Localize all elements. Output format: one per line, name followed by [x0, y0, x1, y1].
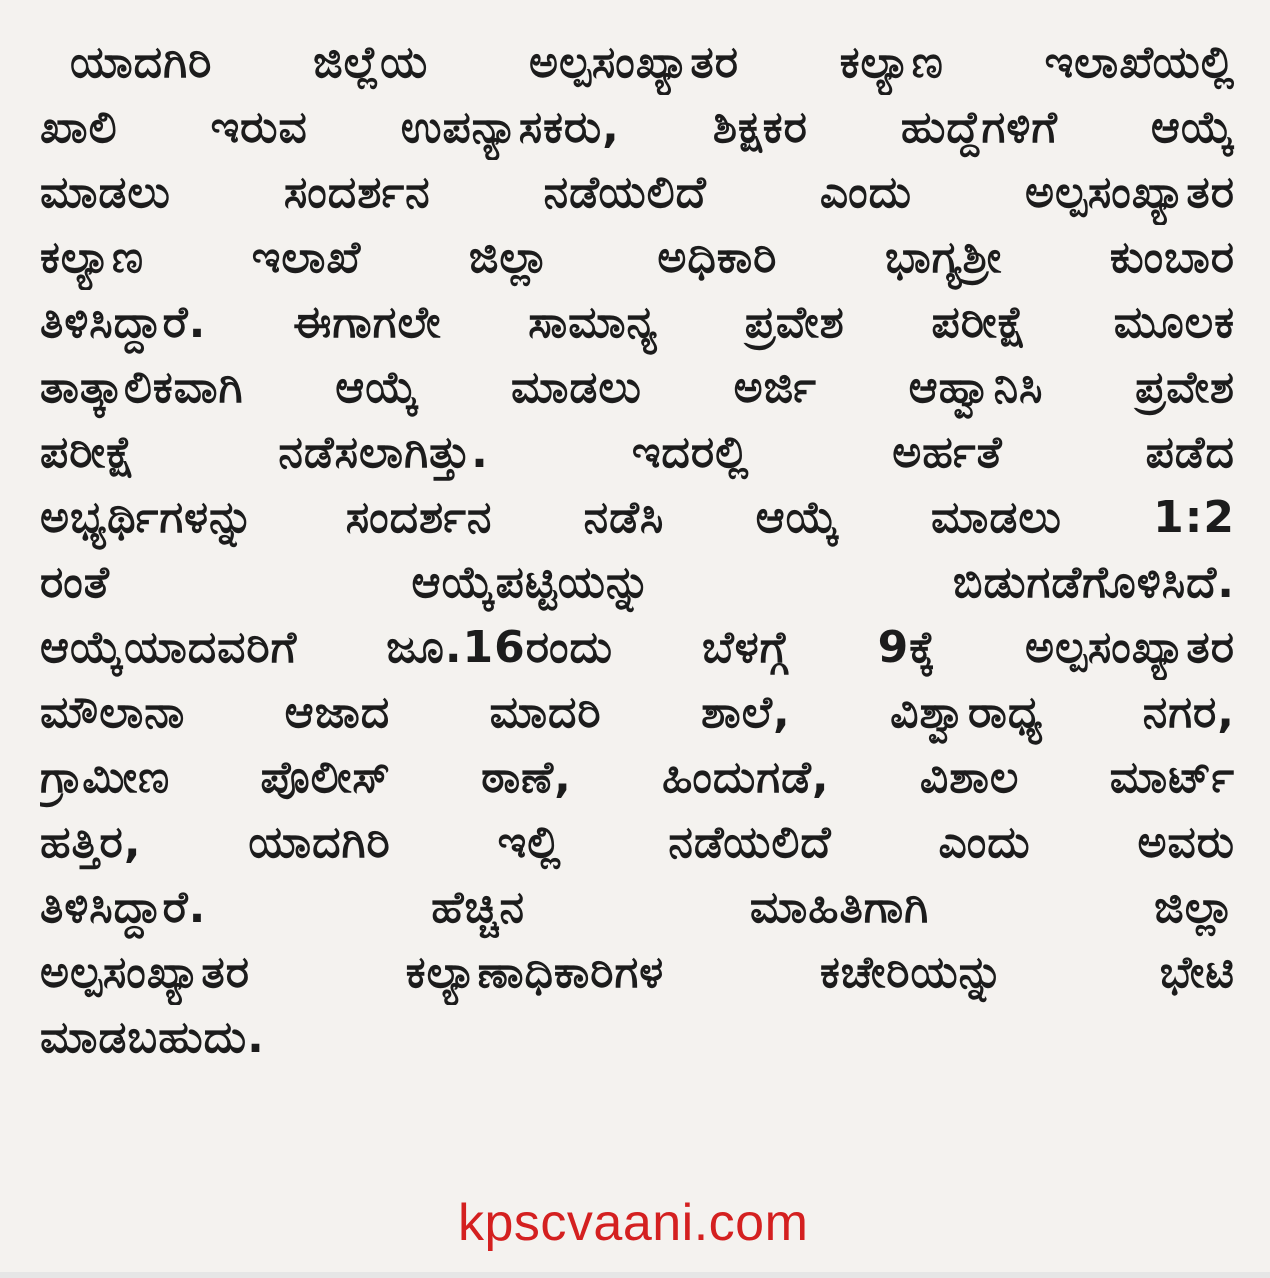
- article-line: ಅಭ್ಯರ್ಥಿಗಳನ್ನು ಸಂದರ್ಶನ ನಡೆಸಿ ಆಯ್ಕೆ ಮಾಡಲು 1:2: [40, 492, 1235, 543]
- article-line: ರಂತೆ ಆಯ್ಕೆಪಟ್ಟಿಯನ್ನು ಬಿಡುಗಡೆಗೊಳಿಸಿದೆ.: [40, 557, 1235, 608]
- article-line: ತಿಳಿಸಿದ್ದಾರೆ. ಈಗಾಗಲೇ ಸಾಮಾನ್ಯ ಪ್ರವೇಶ ಪರೀಕ್ಷೆ ಮೂಲಕ: [40, 297, 1235, 348]
- article-line: ಆಯ್ಕೆಯಾದವರಿಗೆ ಜೂ.16ರಂದು ಬೆಳಗ್ಗೆ 9ಕ್ಕೆ ಅಲ್ಪಸಂಖ್ಯಾತರ: [40, 622, 1235, 673]
- article-line: ಕಲ್ಯಾಣ ಇಲಾಖೆ ಜಿಲ್ಲಾ ಅಧಿಕಾರಿ ಭಾಗ್ಯಶ್ರೀ ಕುಂಬಾರ: [40, 232, 1235, 283]
- article-line: ಹತ್ತಿರ, ಯಾದಗಿರಿ ಇಲ್ಲಿ ನಡೆಯಲಿದೆ ಎಂದು ಅವರು: [40, 817, 1235, 868]
- article-line: ಖಾಲಿ ಇರುವ ಉಪನ್ಯಾಸಕರು, ಶಿಕ್ಷಕರ ಹುದ್ದೆಗಳಿಗೆ ಆಯ್ಕೆ: [40, 102, 1235, 153]
- article-line: ಮಾಡಬಹುದು.: [40, 1012, 265, 1063]
- article-line: ಯಾದಗಿರಿ ಜಿಲ್ಲೆಯ ಅಲ್ಪಸಂಖ್ಯಾತರ ಕಲ್ಯಾಣ ಇಲಾಖೆಯಲ್ಲಿ: [70, 37, 1235, 88]
- article-line: ಮಾಡಲು ಸಂದರ್ಶನ ನಡೆಯಲಿದೆ ಎಂದು ಅಲ್ಪಸಂಖ್ಯಾತರ: [40, 167, 1235, 218]
- article-line: ಪರೀಕ್ಷೆ ನಡೆಸಲಾಗಿತ್ತು. ಇದರಲ್ಲಿ ಅರ್ಹತೆ ಪಡೆದ: [40, 427, 1235, 478]
- article-line: ಗ್ರಾಮೀಣ ಪೊಲೀಸ್ ಠಾಣೆ, ಹಿಂದುಗಡೆ, ವಿಶಾಲ ಮಾರ್ಟ್: [40, 752, 1235, 803]
- article-line: ತಾತ್ಕಾಲಿಕವಾಗಿ ಆಯ್ಕೆ ಮಾಡಲು ಅರ್ಜಿ ಆಹ್ವಾನಿಸಿ ಪ್ರವೇಶ: [40, 362, 1235, 413]
- watermark-text: kpscvaani.com: [458, 1194, 809, 1252]
- article-line: ತಿಳಿಸಿದ್ದಾರೆ. ಹೆಚ್ಚಿನ ಮಾಹಿತಿಗಾಗಿ ಜಿಲ್ಲಾ: [40, 882, 1235, 933]
- article-line: ಅಲ್ಪಸಂಖ್ಯಾತರ ಕಲ್ಯಾಣಾಧಿಕಾರಿಗಳ ಕಚೇರಿಯನ್ನು ಭೇಟಿ: [40, 947, 1235, 998]
- article-line: ಮೌಲಾನಾ ಆಜಾದ ಮಾದರಿ ಶಾಲೆ, ವಿಶ್ವಾರಾಧ್ಯ ನಗರ,: [40, 687, 1235, 738]
- article-body: [40, 30, 1235, 1070]
